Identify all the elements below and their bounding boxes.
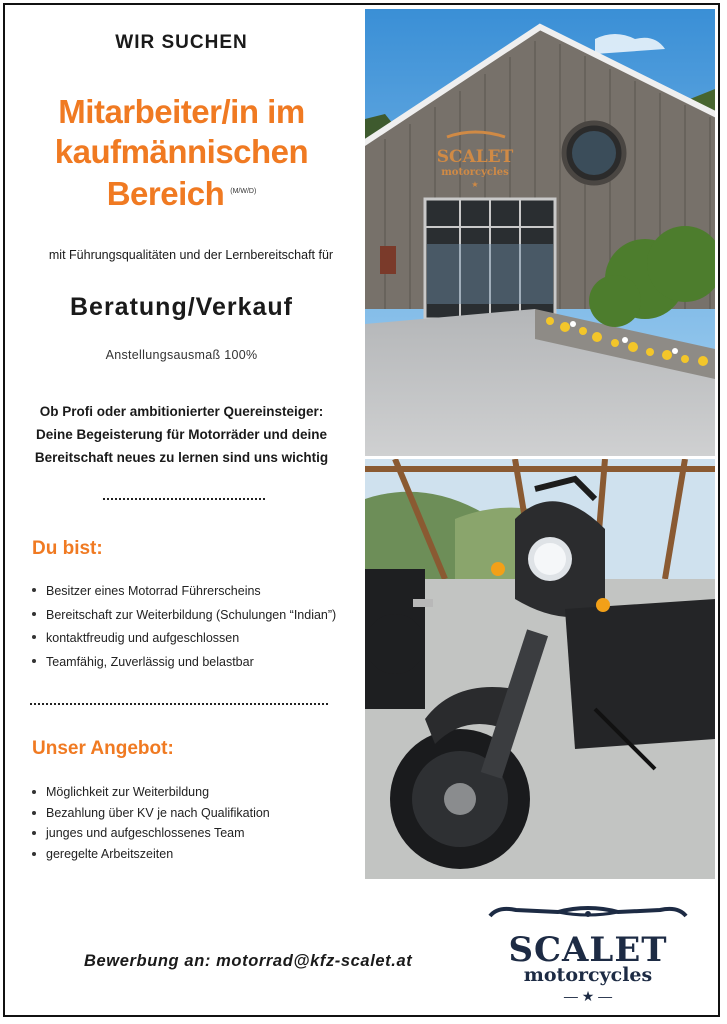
list-item: Bezahlung über KV je nach Qualifikation [46,803,270,824]
pitch-line-1: Ob Profi oder ambitionierter Quereinsteiger: [39,404,324,419]
job-title-line-3: Bereich $^{(M/W/D)}$ [106,175,257,212]
pitch-line-2: Deine Begeisterung für Motorräder und deine [35,427,328,442]
motorcycle-photo [365,459,715,879]
we-are-looking-heading: WIR SUCHEN [115,32,248,53]
du-bist-list [30,580,336,674]
dotted-divider [30,703,328,705]
building-sign-sub: motorcycles [441,167,509,178]
showroom-building-photo [365,9,715,456]
gender-note: (M/W/D) [230,188,257,195]
logo-star-icon: — ★ — [563,988,613,1004]
list-item: Teamfähig, Zuverlässig und belastbar [46,651,336,675]
du-bist-heading: Du bist: [32,538,103,559]
list-item: Besitzer eines Motorrad Führerscheins [46,580,336,604]
building-sign-name: SCALET [436,147,514,167]
angebot-heading: Unser Angebot: [32,738,174,759]
logo-sub: motorcycles [523,964,653,986]
list-item: Möglichkeit zur Weiterbildung [46,782,270,803]
job-title-line-1: Mitarbeiter/in im [58,93,305,130]
focus-area: Beratung/Verkauf [69,293,293,321]
list-item: kontaktfreudig und aufgeschlossen [46,627,336,651]
pitch-paragraph [0,400,363,469]
job-title [0,92,363,214]
job-title-line-2: kaufmännischen [54,133,309,170]
list-item: Bereitschaft zur Weiterbildung (Schulungen “Indian”) [46,604,336,628]
scalet-logo [488,902,688,1012]
list-item: junges und aufgeschlossenes Team [46,823,270,844]
employment-scope: Anstellungsausmaß 100% [105,348,258,362]
lead-text: mit Führungsqualitäten und der Lernbereitschaft für [48,248,334,262]
pitch-line-3: Bereitschaft neues zu lernen sind uns wichtig [34,450,329,465]
application-email: Bewerbung an: motorrad@kfz-scalet.at [84,952,413,970]
svg-text:★: ★ [471,180,479,189]
logo-name: SCALET [508,930,668,970]
angebot-list [30,782,270,864]
list-item: geregelte Arbeitszeiten [46,844,270,865]
dotted-divider [103,498,265,500]
